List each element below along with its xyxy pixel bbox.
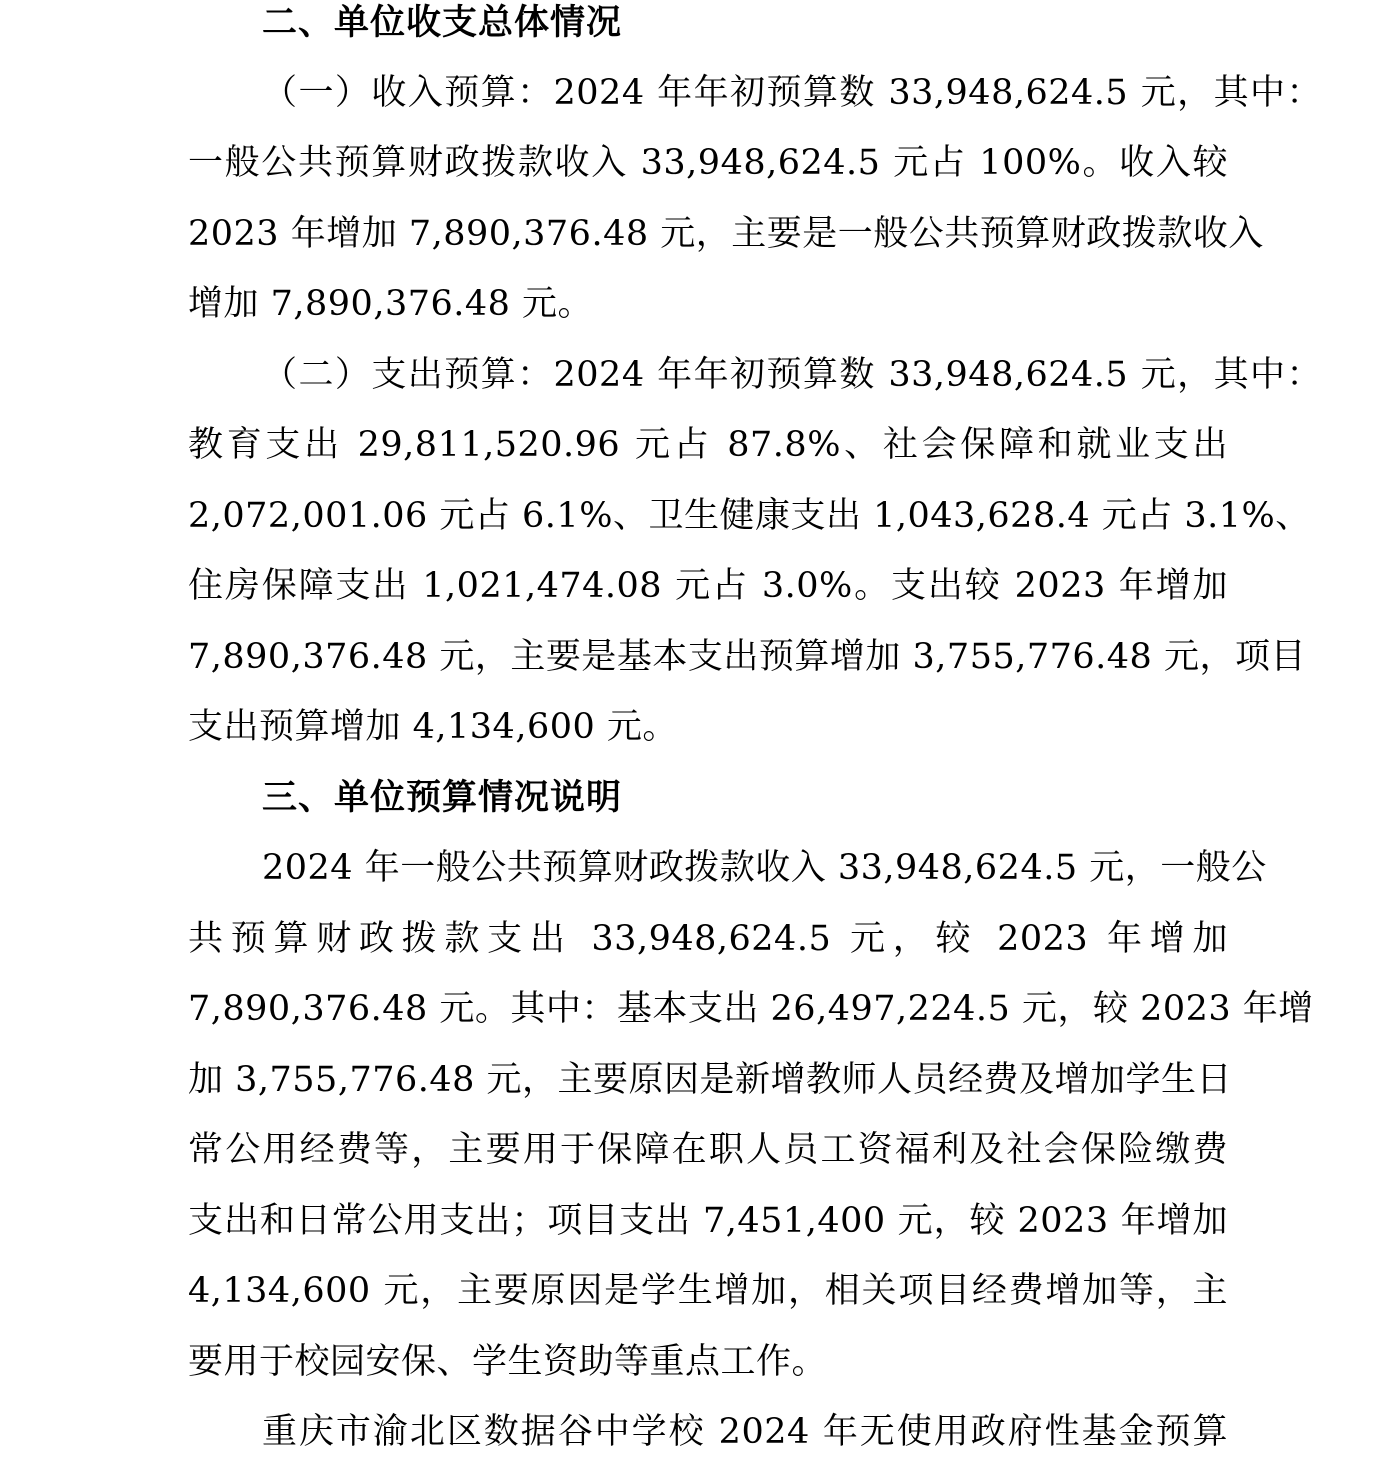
fund-line-1: 重庆市渝北区数据谷中学校 2024 年无使用政府性基金预算 xyxy=(262,1412,1228,1452)
budget-line-1: 2024 年一般公共预算财政拨款收入 33,948,624.5 元，一般公 xyxy=(262,848,1267,888)
budget-line-6: 支出和日常公用支出；项目支出 7,451,400 元，较 2023 年增加 xyxy=(188,1201,1228,1241)
income-line-4: 增加 7,890,376.48 元。 xyxy=(188,284,594,324)
budget-line-5: 常公用经费等，主要用于保障在职人员工资福利及社会保险缴费 xyxy=(188,1130,1228,1170)
budget-line-7: 4,134,600 元，主要原因是学生增加，相关项目经费增加等，主 xyxy=(188,1271,1228,1311)
budget-line-8: 要用于校园安保、学生资助等重点工作。 xyxy=(188,1342,828,1382)
income-line-1: （一）收入预算：2024 年年初预算数 33,948,624.5 元，其中： xyxy=(262,73,1322,113)
expense-line-3: 2,072,001.06 元占 6.1%、卫生健康支出 1,043,628.4 元占 3.1%、 xyxy=(188,496,1311,536)
expense-line-1: （二）支出预算：2024 年年初预算数 33,948,624.5 元，其中： xyxy=(262,355,1322,395)
expense-line-6: 支出预算增加 4,134,600 元。 xyxy=(188,707,678,747)
expense-line-5: 7,890,376.48 元，主要是基本支出预算增加 3,755,776.48 元，项目 xyxy=(188,637,1306,677)
budget-line-3: 7,890,376.48 元。其中：基本支出 26,497,224.5 元，较 2023 年增 xyxy=(188,989,1314,1029)
section-heading-budget: 三、单位预算情况说明 xyxy=(262,778,623,818)
income-line-3: 2023 年增加 7,890,376.48 元，主要是一般公共预算财政拨款收入 xyxy=(188,214,1264,254)
expense-line-4: 住房保障支出 1,021,474.08 元占 3.0%。支出较 2023 年增加 xyxy=(188,566,1228,606)
expense-line-2: 教育支出 29,811,520.96 元占 87.8%、社会保障和就业支出 xyxy=(188,425,1228,465)
section-heading-overall: 二、单位收支总体情况 xyxy=(262,3,623,43)
budget-line-2: 共预算财政拨款支出 33,948,624.5 元，较 2023 年增加 xyxy=(188,919,1228,959)
budget-line-4: 加 3,755,776.48 元，主要原因是新增教师人员经费及增加学生日 xyxy=(188,1060,1233,1100)
income-line-2: 一般公共预算财政拨款收入 33,948,624.5 元占 100%。收入较 xyxy=(188,143,1228,183)
